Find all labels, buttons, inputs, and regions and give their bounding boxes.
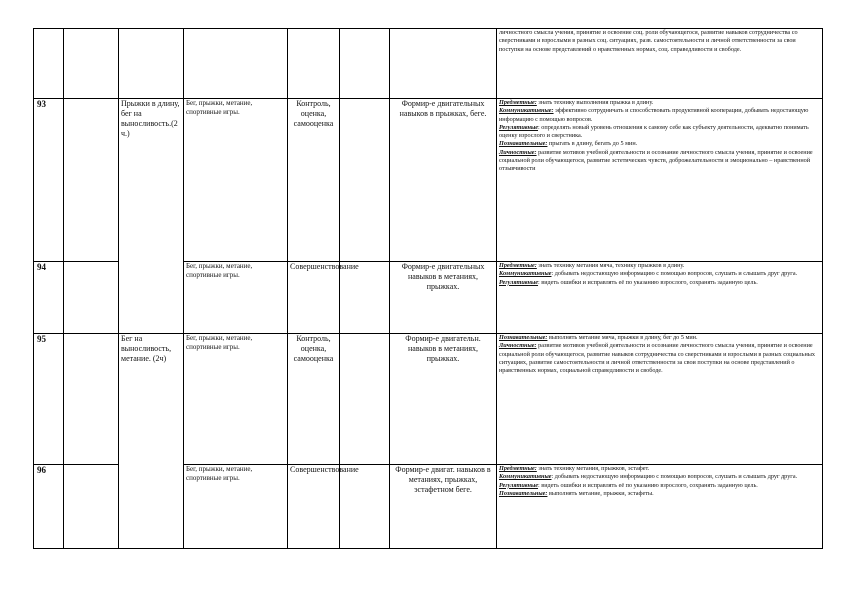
result-line xyxy=(499,490,820,498)
result-label: Регулятивные xyxy=(499,123,539,131)
cell-empty xyxy=(64,262,119,334)
results-cell xyxy=(497,29,823,99)
formation-cell: Формир-е двигательн. навыков в метаниях, прыжках. xyxy=(390,334,497,465)
result-line xyxy=(499,482,820,490)
activity-cell: Бег, прыжки, метание, спортивные игры. xyxy=(184,99,288,262)
result-text: знать технику выполнения прыжка в длину. xyxy=(536,99,654,106)
result-text: развитие мотивов учебной деятельности и осознание личностного смысла учения, принятие и освоение социальной роли обучающегося, развитие эстетических чувств, доброжелательности и эмоционально – нравственной отзывчивости xyxy=(499,148,813,173)
result-text: : видеть ошибки и исправлять её по указанию взрослого, сохранять заданную цель. xyxy=(538,278,758,286)
formation-cell: Формир-е двигат. навыков в метаниях, прыжках, эстафетном беге. xyxy=(390,465,497,549)
cell-empty xyxy=(64,465,119,549)
cell-empty xyxy=(184,29,288,99)
result-text: выполнять метание мяча, прыжки в длину, бег до 5 мин. xyxy=(547,334,698,341)
results-cell xyxy=(497,99,823,262)
cell-empty xyxy=(119,262,184,334)
lesson-plan-table xyxy=(33,28,823,549)
cell-empty xyxy=(390,29,497,99)
result-text: : определять новый уровень отношения к самому себе как субъекту деятельности, адекватно понимать оценку взрослого и сверстника. xyxy=(499,123,809,140)
lesson-number: 95 xyxy=(34,334,64,465)
lesson-number: 93 xyxy=(34,99,64,262)
result-line xyxy=(499,270,820,278)
result-text: выполнять метание, прыжки, эстафеты. xyxy=(547,489,654,497)
result-label: Коммуникативные: xyxy=(499,107,554,115)
result-label: Коммуникативные xyxy=(499,473,552,481)
lesson-number: 96 xyxy=(34,465,64,549)
result-line xyxy=(499,342,820,375)
table-row xyxy=(34,262,823,334)
result-line xyxy=(499,334,820,342)
activity-cell: Бег, прыжки, метание, спортивные игры. xyxy=(184,262,288,334)
table-row xyxy=(34,334,823,465)
control-cell: Контроль, оценка, самооценка xyxy=(288,99,340,262)
result-label: Предметные: xyxy=(499,99,537,106)
activity-cell: Бег, прыжки, метание, спортивные игры. xyxy=(184,465,288,549)
cell-empty xyxy=(64,99,119,262)
result-line xyxy=(499,124,820,141)
result-line xyxy=(499,262,820,270)
result-text: : добывать недостающую информацию с помощью вопросов, слушать и слышать друг друга. xyxy=(551,270,798,278)
result-line xyxy=(499,465,820,473)
result-label: Регулятивные xyxy=(499,481,539,489)
result-label: Познавательные: xyxy=(499,334,548,341)
result-text: знать технику метания мяча, технику прыжков в длину. xyxy=(536,262,685,269)
result-line xyxy=(499,279,820,287)
activity-cell: Бег, прыжки, метание, спортивные игры. xyxy=(184,334,288,465)
cell-empty xyxy=(340,99,390,262)
result-line xyxy=(499,149,820,174)
result-text: знать технику метания, прыжков, эстафет. xyxy=(536,465,650,472)
cell-empty xyxy=(64,29,119,99)
lesson-topic: Прыжки в длину, бег на выносливость.(2 ч.) xyxy=(119,99,184,262)
results-text: личностного смысла учения, принятие и освоение соц. роли обучающегося, развитие навыков сотрудничества со сверстниками и взрослыми в разных соц. ситуациях, разв. самостоятельности и личной ответственности за свои поступки на основе представлений о нравственных нормах, соц. справедливости и свободе. xyxy=(499,29,798,53)
formation-cell: Формир-е двигательных навыков в прыжках, беге. xyxy=(390,99,497,262)
result-label: Предметные: xyxy=(499,262,537,269)
result-line xyxy=(499,140,820,148)
result-label: Познавательные: xyxy=(499,140,548,148)
cell-empty xyxy=(119,29,184,99)
formation-cell: Формир-е двигательных навыков в метаниях, прыжках. xyxy=(390,262,497,334)
table-row xyxy=(34,29,823,99)
cell-empty xyxy=(340,334,390,465)
table-row xyxy=(34,465,823,549)
cell-empty xyxy=(64,334,119,465)
lesson-number: 94 xyxy=(34,262,64,334)
cell-empty xyxy=(340,29,390,99)
results-cell xyxy=(497,334,823,465)
result-text: : добывать недостающую информацию с помощью вопросов, слушать и слышать друг друга. xyxy=(551,473,798,481)
result-label: Регулятивные xyxy=(499,278,539,286)
control-cell: Совершенствование xyxy=(288,262,340,334)
result-text: : видеть ошибки и исправлять её по указанию взрослого, сохранять заданную цель. xyxy=(538,481,758,489)
result-line xyxy=(499,107,820,124)
cell-empty xyxy=(34,29,64,99)
lesson-topic: Бег на выносливость, метание. (2ч) xyxy=(119,334,184,465)
result-line xyxy=(499,99,820,107)
cell-empty xyxy=(340,465,390,549)
results-cell xyxy=(497,465,823,549)
results-cell xyxy=(497,262,823,334)
result-label: Познавательные: xyxy=(499,489,548,497)
control-cell: Контроль, оценка, самооценка xyxy=(288,334,340,465)
result-text: прыгать в длину, бегать до 5 мин. xyxy=(547,140,638,148)
result-label: Коммуникативные xyxy=(499,270,552,278)
result-text: развитие мотивов учебной деятельности и осознание личностного смысла учения, принятие и освоение социальной роли обучающегося, развитие навыков сотрудничества со сверстниками и взрослыми в разных социальных ситуациях, развитие самостоятельности и личной ответственности за свои поступки на основе представлений о нравственных нормах, социальной справедливости и свободе. xyxy=(499,342,816,375)
cell-empty xyxy=(288,29,340,99)
table-row xyxy=(34,99,823,262)
cell-empty xyxy=(340,262,390,334)
result-label: Личностные: xyxy=(499,342,537,350)
cell-empty xyxy=(119,465,184,549)
result-label: Личностные: xyxy=(499,148,537,156)
result-line xyxy=(499,473,820,481)
result-label: Предметные: xyxy=(499,465,537,472)
control-cell: Совершенствование xyxy=(288,465,340,549)
result-text: эффективно сотрудничать и способствовать продуктивной кооперации, добывать недостающую информацию с помощью вопросов. xyxy=(499,107,809,123)
